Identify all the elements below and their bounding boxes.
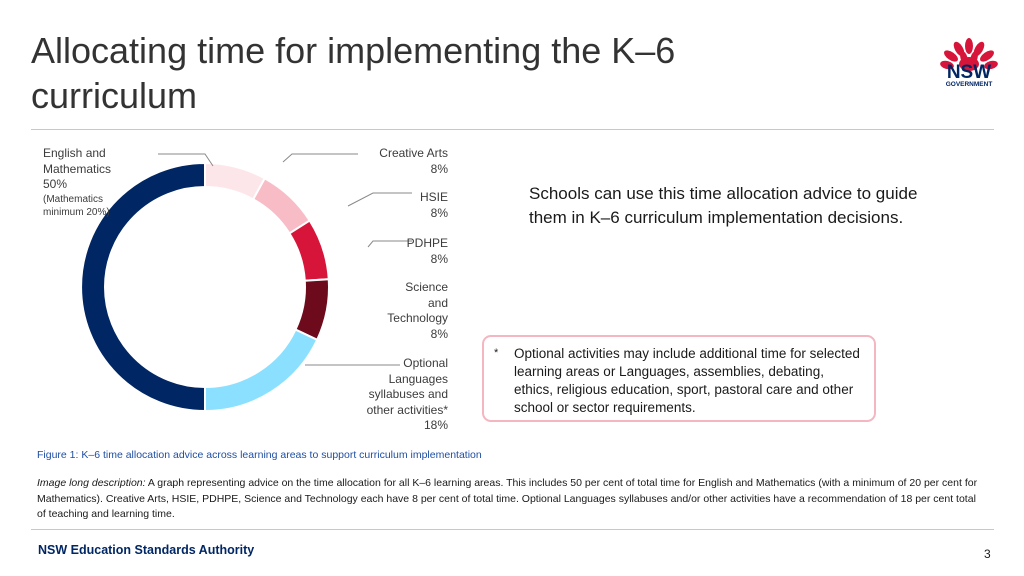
note-asterisk: * bbox=[494, 347, 499, 359]
label-hsie bbox=[318, 190, 448, 221]
logo-nsw-text: NSW bbox=[946, 62, 992, 83]
image-long-description bbox=[37, 476, 982, 523]
figure-caption: Figure 1: K–6 time allocation advice across learning areas to support curriculum implementation bbox=[37, 449, 482, 461]
note-text: Optional activities may include additional time for selected learning areas or Languages, assemblies, debating, ethics, religious education, sport, pastoral care and other school or sector requirements. bbox=[514, 346, 860, 415]
label-opt-pct: 18% bbox=[423, 418, 448, 432]
label-opt-l1: Optional bbox=[403, 356, 448, 370]
label-sci-pct: 8% bbox=[430, 326, 448, 341]
label-creative-arts bbox=[318, 146, 448, 177]
label-pdhpe bbox=[318, 236, 448, 267]
label-opt-l4: other activities* bbox=[366, 402, 448, 417]
page-title: Allocating time for implementing the K–6 curriculum bbox=[31, 30, 676, 116]
label-opt-l3: syllabuses and bbox=[368, 387, 448, 401]
label-hsie-pct: 8% bbox=[430, 205, 448, 220]
label-opt-l2: Languages bbox=[388, 371, 448, 386]
label-english-pct: 50% bbox=[43, 177, 68, 191]
page-number: 3 bbox=[984, 547, 991, 561]
label-english-note-l2: minimum 20%) bbox=[43, 206, 110, 218]
label-sci-l3: Technology bbox=[387, 311, 448, 325]
header-divider bbox=[31, 129, 994, 130]
description-label: Image long description: bbox=[37, 477, 146, 489]
label-english-mathematics bbox=[43, 146, 153, 219]
footer-organisation: NSW Education Standards Authority bbox=[38, 543, 255, 557]
slice-optional bbox=[205, 330, 317, 411]
label-english-note-l1: (Mathematics bbox=[43, 193, 104, 205]
label-science-technology bbox=[318, 280, 448, 342]
label-hsie-name: HSIE bbox=[419, 190, 448, 204]
footer-divider bbox=[31, 529, 994, 530]
optional-activities-note bbox=[482, 335, 876, 422]
label-arts-name: Creative Arts bbox=[379, 146, 448, 160]
label-arts-pct: 8% bbox=[430, 161, 448, 176]
label-pdhpe-name: PDHPE bbox=[406, 236, 448, 250]
nsw-government-logo bbox=[940, 64, 998, 89]
logo-government-text: GOVERNMENT bbox=[945, 81, 993, 88]
label-english-l2: Mathematics bbox=[43, 161, 112, 176]
description-text: A graph representing advice on the time allocation for all K–6 learning areas. This includes 50 per cent of total time for English and Mathematics (with a minimum of 20 per cent for Mathematics). Creative Arts, HSIE, PDHPE, Science and Technology each have 8 per cent of total time. Optional Languages syllabuses and/or other activities have a recommendation of 18 per cent total of teaching and learning time. bbox=[37, 477, 978, 520]
intro-text: Schools can use this time allocation advice to guide them in K–6 curriculum implementation decisions. bbox=[529, 184, 918, 227]
label-pdhpe-pct: 8% bbox=[430, 251, 448, 266]
time-allocation-chart bbox=[40, 140, 460, 440]
label-optional bbox=[318, 356, 448, 434]
label-sci-l2: and bbox=[427, 295, 448, 310]
label-sci-l1: Science bbox=[405, 280, 448, 294]
label-english-l1: English and bbox=[43, 146, 106, 160]
